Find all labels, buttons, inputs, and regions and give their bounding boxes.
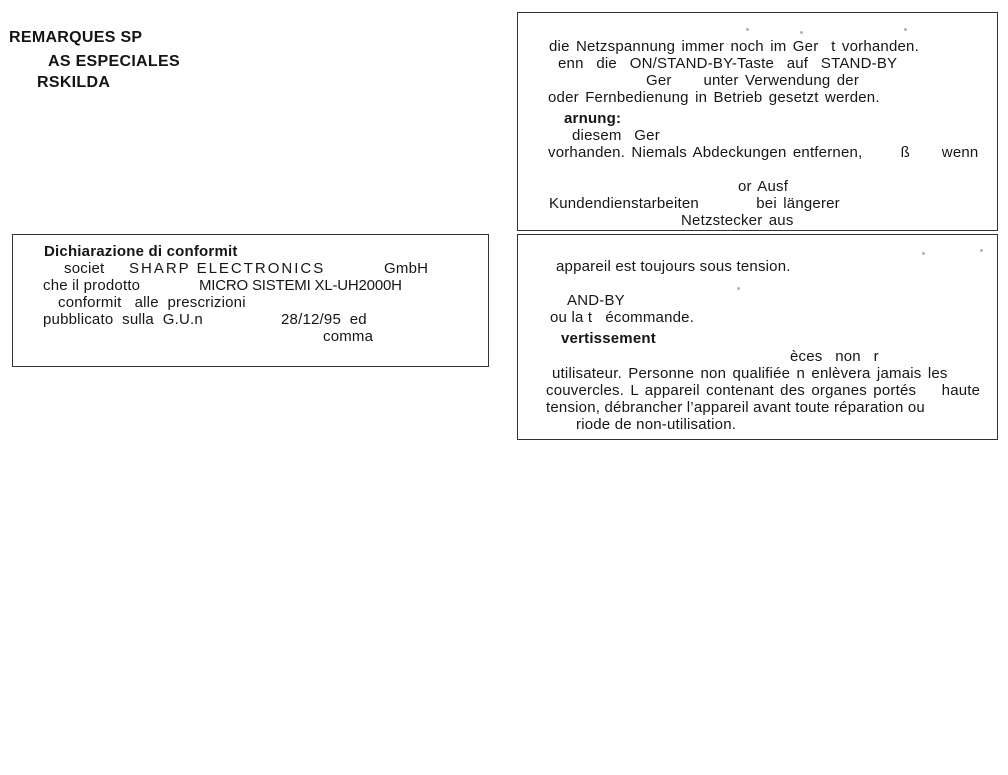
scan-speck (746, 28, 749, 31)
french-text-line: èces non r (790, 348, 879, 365)
page-heading-line-1: REMARQUES SP (9, 29, 143, 46)
french-text-line: utilisateur. Personne non qualifiée n enlèvera jamais les (552, 365, 948, 382)
german-text-line: die Netzspannung immer noch im Ger t vorhanden. (549, 38, 919, 55)
french-warning-box (517, 234, 998, 440)
german-text-line: diesem Ger (572, 127, 660, 144)
italian-conformity-box (12, 234, 489, 367)
german-text-line: vorhanden. Niemals Abdeckungen entfernen, ß wenn (548, 144, 979, 161)
scan-speck (737, 287, 740, 290)
german-text-line: enn die ON/STAND-BY-Taste auf STAND-BY (558, 55, 898, 72)
french-text-line: AND-BY (567, 292, 625, 309)
german-text-line: Ger unter Verwendung der (646, 72, 860, 89)
page-heading-line-2: AS ESPECIALES (48, 53, 180, 70)
scan-speck (904, 28, 907, 31)
company-suffix: GmbH (384, 260, 429, 277)
comma-text: comma (323, 328, 374, 345)
german-text-line: Kundendienstarbeiten bei längerer (549, 195, 840, 212)
french-text-line: appareil est toujours sous tension. (556, 258, 791, 275)
scan-speck (922, 252, 925, 255)
scan-speck (800, 31, 803, 34)
company-name: SHARP ELECTRONICS (129, 260, 326, 277)
page-heading-line-3: RSKILDA (37, 74, 111, 91)
german-text-line: or Ausf (738, 178, 789, 195)
german-warning-label: arnung: (564, 110, 622, 127)
declarant-text: societ (64, 260, 105, 277)
german-text-line: Netzstecker aus (681, 212, 794, 229)
product-intro-text: che il prodotto (43, 277, 141, 294)
german-text-line: oder Fernbedienung in Betrieb gesetzt werden. (548, 89, 880, 106)
french-text-line: tension, débrancher l’appareil avant toute réparation ou (546, 399, 925, 416)
french-text-line: ou la t écommande. (550, 309, 695, 326)
gazette-date: 28/12/95 ed (281, 311, 367, 328)
german-warning-box (517, 12, 998, 231)
french-text-line: couvercles. L appareil contenant des organes portés haute (546, 382, 981, 399)
published-text: pubblicato sulla G.U.n (43, 311, 203, 328)
compliance-text: conformit alle prescrizioni (58, 294, 246, 311)
product-model: MICRO SISTEMI XL-UH2000H (199, 277, 402, 294)
french-warning-label: vertissement (561, 330, 656, 347)
french-text-line: riode de non-utilisation. (576, 416, 737, 433)
conformity-title: Dichiarazione di conformit (44, 243, 238, 260)
scan-speck (980, 249, 983, 252)
